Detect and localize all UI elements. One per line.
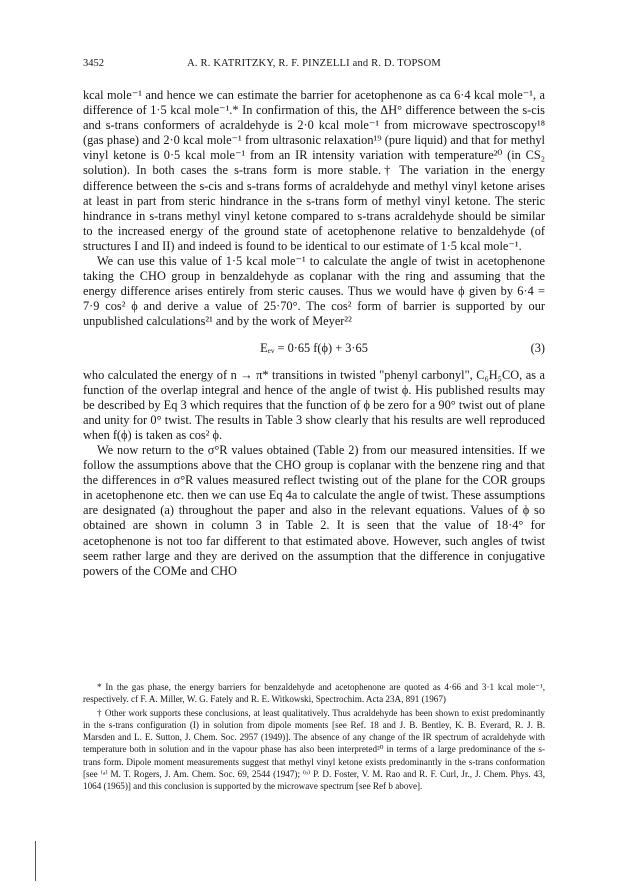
paragraph-sigma-values: We now return to the σ°R values obtained (Table 2) from our measured intensities. If we follow the assumptions above that the CHO group is coplanar with the benzene ring and that the differences in σ°R values measured reflect twisting out of the plane for the COR groups in acetophenone etc. then we can use Eq 4a to calculate the angle of twist. These assumptions are designated (a) throughout the paper and also in the relevant equations. Values of ϕ so obtained are shown in column 3 in Table 2. It is seen that the value of 18·4° for acetophenone is not too far different to that estimated above. However, such angles of twist seem rather large and they are derived on the assumption that the difference in conjugative powers of the COMe and CHO — [83, 442, 545, 578]
margin-rule — [35, 841, 36, 881]
running-header — [83, 58, 545, 74]
page-number: 3452 — [83, 58, 104, 69]
paragraph-meyer-results: who calculated the energy of n → π* transitions in twisted "phenyl carbonyl", C₆H₅CO, as a function of the overlap integral and hence of the angle of twist ϕ. His published results may be described by Eq 3 which requires that the function of ϕ be zero for a 90° twist out of plane and unity for 0° twist. The results in Table 3 show clearly that his results are well reproduced when f(ϕ) is taken as cos² ϕ. — [83, 367, 545, 442]
footnote-dagger: † Other work supports these conclusions, at least qualitatively. Thus acraldehyde has been shown to exist predominantly in the s-trans configuration (I) in solution from dipole moments [see Ref. 18 and J. B. Bentley, K. B. Everard, R. J. B. Marsden and L. E. Sutton, J. Chem. Soc. 2957 (1949)]. The absence of any change of the IR spectrum of acraldehyde with temperature both in solution and in the vapour phase has also been interpreted²⁰ in terms of a large predominance of the s-trans form. Dipole moment measurements suggest that methyl vinyl ketone exists predominantly in the s-trans conformation [see ⁽ᵃ⁾ M. T. Rogers, J. Am. Chem. Soc. 69, 2544 (1947); ⁽ᵇ⁾ P. D. Foster, V. M. Rao and R. F. Curl, Jr., J. Chem. Phys. 43, 1064 (1965)] and this conclusion is supported by the microwave spectrum [see Ref b above]. — [83, 708, 545, 791]
body-text — [83, 88, 545, 579]
paragraph-twist-angle: We can use this value of 1·5 kcal mole⁻¹ to calculate the angle of twist in acetophenone taking the CHO group in benzaldehyde as coplanar with the ring and assuming that the energy difference arises entirely from steric causes. Thus we would have ϕ given by 6·4 = 7·9 cos² ϕ and derive a value of 25·70°. The cos² form of barrier is supported by our unpublished calculations²¹ and by the work of Meyer²² — [83, 254, 545, 329]
footnote-asterisk: * In the gas phase, the energy barriers for benzaldehyde and acetophenone are quoted as 4·66 and 3·1 kcal mole⁻¹, respectively. cf F. A. Miller, W. G. Fately and R. E. Witkowski, Spectrochim. Acta 23A, 891 (1967) — [83, 682, 545, 705]
running-header-authors: A. R. KATRITZKY, R. F. PINZELLI and R. D. TOPSOM — [187, 58, 441, 69]
equation-3-expression: Eₑᵥ = 0·65 f(ϕ) + 3·65 — [260, 340, 368, 355]
footnotes — [83, 681, 545, 792]
paragraph-barrier-estimate: kcal mole⁻¹ and hence we can estimate the barrier for acetophenone as ca 6·4 kcal mole⁻¹, a difference of 1·5 kcal mole⁻¹.* In confirmation of this, the ΔH° difference between the s-cis and s-trans conformers of acraldehyde is 2·0 kcal mole⁻¹ from microwave spectroscopy¹⁸ (gas phase) and 2·0 kcal mole⁻¹ from ultrasonic relaxation¹⁹ (pure liquid) and that for methyl vinyl ketone is 0·5 kcal mole⁻¹ from an IR intensity variation with temperature²⁰ (in CS₂ solution). In both cases the s-trans form is more stable.† The variation in the energy difference between the s-cis and s-trans forms of acraldehyde and methyl vinyl ketone arises at least in part from steric hindrance in the s-trans form of methyl vinyl ketone. The steric hindrance in s-trans methyl vinyl ketone compared to s-trans acraldehyde should be similar to the increased energy of the ground state of acetophenone relative to benzaldehyde (of structures I and II) and indeed is found to be identical to our estimate of 1·5 kcal mole⁻¹. — [83, 88, 545, 253]
equation-3 — [83, 341, 545, 358]
equation-3-number: (3) — [530, 340, 545, 355]
